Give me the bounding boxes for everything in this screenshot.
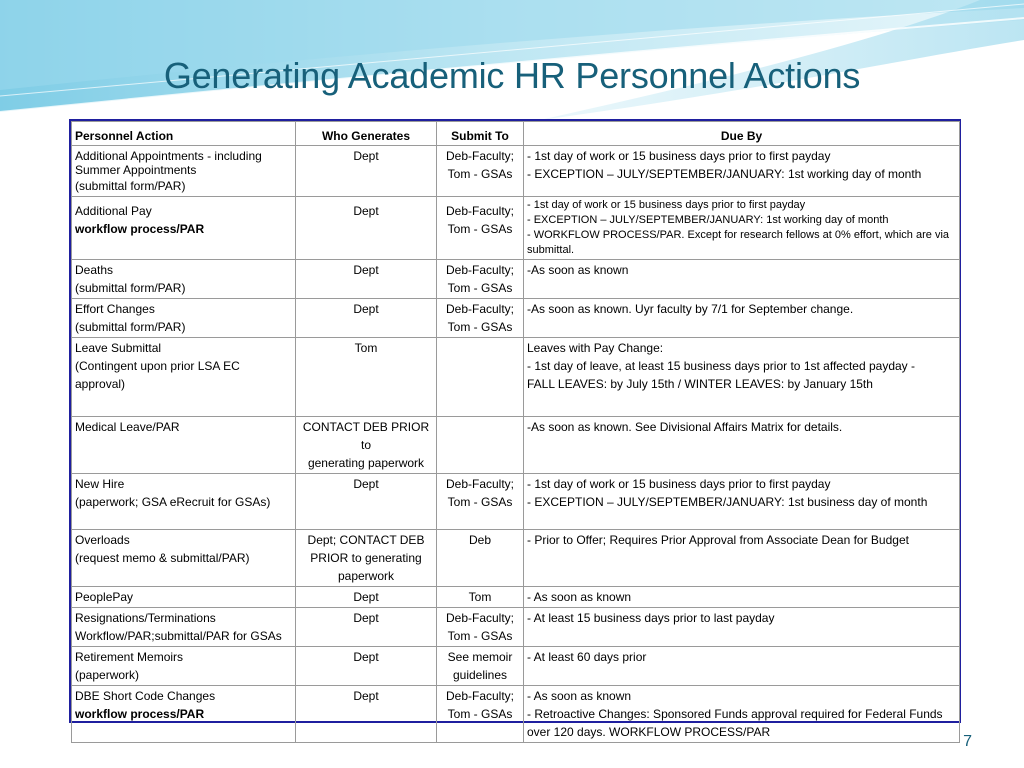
cell-who: Dept <box>296 686 437 743</box>
cell-who: Dept <box>296 146 437 197</box>
cell-action: Deaths (submittal form/PAR) <box>72 260 296 299</box>
table-row <box>72 338 960 417</box>
personnel-actions-table <box>69 119 961 739</box>
cell-who: Dept <box>296 299 437 338</box>
cell-submit: Deb-Faculty; Tom - GSAs <box>437 197 524 260</box>
table-row <box>72 417 960 474</box>
table-row <box>72 197 960 260</box>
cell-action: New Hire (paperwork; GSA eRecruit for GSAs) <box>72 474 296 530</box>
cell-submit <box>437 417 524 474</box>
header-submit-to: Submit To <box>437 122 524 146</box>
cell-submit: See memoir guidelines <box>437 647 524 686</box>
cell-who: Dept <box>296 197 437 260</box>
cell-due: - As soon as known <box>524 587 960 608</box>
cell-action: Overloads (request memo & submittal/PAR) <box>72 530 296 587</box>
cell-who: Dept <box>296 608 437 647</box>
cell-action: PeoplePay <box>72 587 296 608</box>
table-row <box>72 587 960 608</box>
cell-due: - 1st day of work or 15 business days prior to first payday - EXCEPTION – JULY/SEPTEMBER/JANUARY: 1st business day of month <box>524 474 960 530</box>
cell-due: Leaves with Pay Change: - 1st day of leave, at least 15 business days prior to 1st affected payday - FALL LEAVES: by July 15th / WINTER LEAVES: by January 15th <box>524 338 960 417</box>
table-row <box>72 647 960 686</box>
cell-due: - 1st day of work or 15 business days prior to first payday - EXCEPTION – JULY/SEPTEMBER/JANUARY: 1st working day of month <box>524 146 960 197</box>
table-row <box>72 146 960 197</box>
cell-action: Additional Pay workflow process/PAR <box>72 197 296 260</box>
cell-submit: Deb-Faculty; Tom - GSAs <box>437 686 524 743</box>
page-number: 7 <box>963 733 972 750</box>
table-row <box>72 474 960 530</box>
cell-due: - Prior to Offer; Requires Prior Approval from Associate Dean for Budget <box>524 530 960 587</box>
cell-action: Additional Appointments - including Summer Appointments (submittal form/PAR) <box>72 146 296 197</box>
header-personnel-action: Personnel Action <box>72 122 296 146</box>
cell-due: - At least 15 business days prior to last payday <box>524 608 960 647</box>
cell-submit: Deb-Faculty; Tom - GSAs <box>437 260 524 299</box>
cell-due: - At least 60 days prior <box>524 647 960 686</box>
table-header-row <box>72 122 960 146</box>
cell-due: -As soon as known. Uyr faculty by 7/1 for September change. <box>524 299 960 338</box>
cell-action: DBE Short Code Changes workflow process/PAR <box>72 686 296 743</box>
table-row <box>72 530 960 587</box>
cell-submit <box>437 338 524 417</box>
cell-due: -As soon as known <box>524 260 960 299</box>
cell-submit: Tom <box>437 587 524 608</box>
cell-who: CONTACT DEB PRIOR to generating paperwork <box>296 417 437 474</box>
cell-due: -As soon as known. See Divisional Affairs Matrix for details. <box>524 417 960 474</box>
cell-who: Dept <box>296 260 437 299</box>
cell-submit: Deb-Faculty; Tom - GSAs <box>437 299 524 338</box>
cell-submit: Deb-Faculty; Tom - GSAs <box>437 146 524 197</box>
cell-who: Dept; CONTACT DEB PRIOR to generating paperwork <box>296 530 437 587</box>
table-row <box>72 608 960 647</box>
table-row <box>72 260 960 299</box>
table-row <box>72 299 960 338</box>
cell-action: Retirement Memoirs (paperwork) <box>72 647 296 686</box>
table-row <box>72 686 960 743</box>
cell-submit: Deb-Faculty; Tom - GSAs <box>437 474 524 530</box>
header-due-by: Due By <box>524 122 960 146</box>
cell-who: Dept <box>296 647 437 686</box>
cell-who: Tom <box>296 338 437 417</box>
cell-submit: Deb-Faculty; Tom - GSAs <box>437 608 524 647</box>
cell-submit: Deb <box>437 530 524 587</box>
header-who-generates: Who Generates <box>296 122 437 146</box>
slide-title: Generating Academic HR Personnel Actions <box>163 55 861 96</box>
cell-action: Medical Leave/PAR <box>72 417 296 474</box>
cell-who: Dept <box>296 587 437 608</box>
cell-action: Leave Submittal (Contingent upon prior LSA EC approval) <box>72 338 296 417</box>
cell-due: - As soon as known - Retroactive Changes: Sponsored Funds approval required for Federal Funds over 120 days. WORKFLOW PROCESS/PAR <box>524 686 960 743</box>
cell-due: - 1st day of work or 15 business days prior to first payday - EXCEPTION – JULY/SEPTEMBER/JANUARY: 1st working day of month - WORKFLOW PROCESS/PAR. Except for research fellows at 0% effort, which are via submittal. <box>524 197 960 260</box>
cell-action: Resignations/Terminations Workflow/PAR;submittal/PAR for GSAs <box>72 608 296 647</box>
cell-who: Dept <box>296 474 437 530</box>
cell-action: Effort Changes (submittal form/PAR) <box>72 299 296 338</box>
